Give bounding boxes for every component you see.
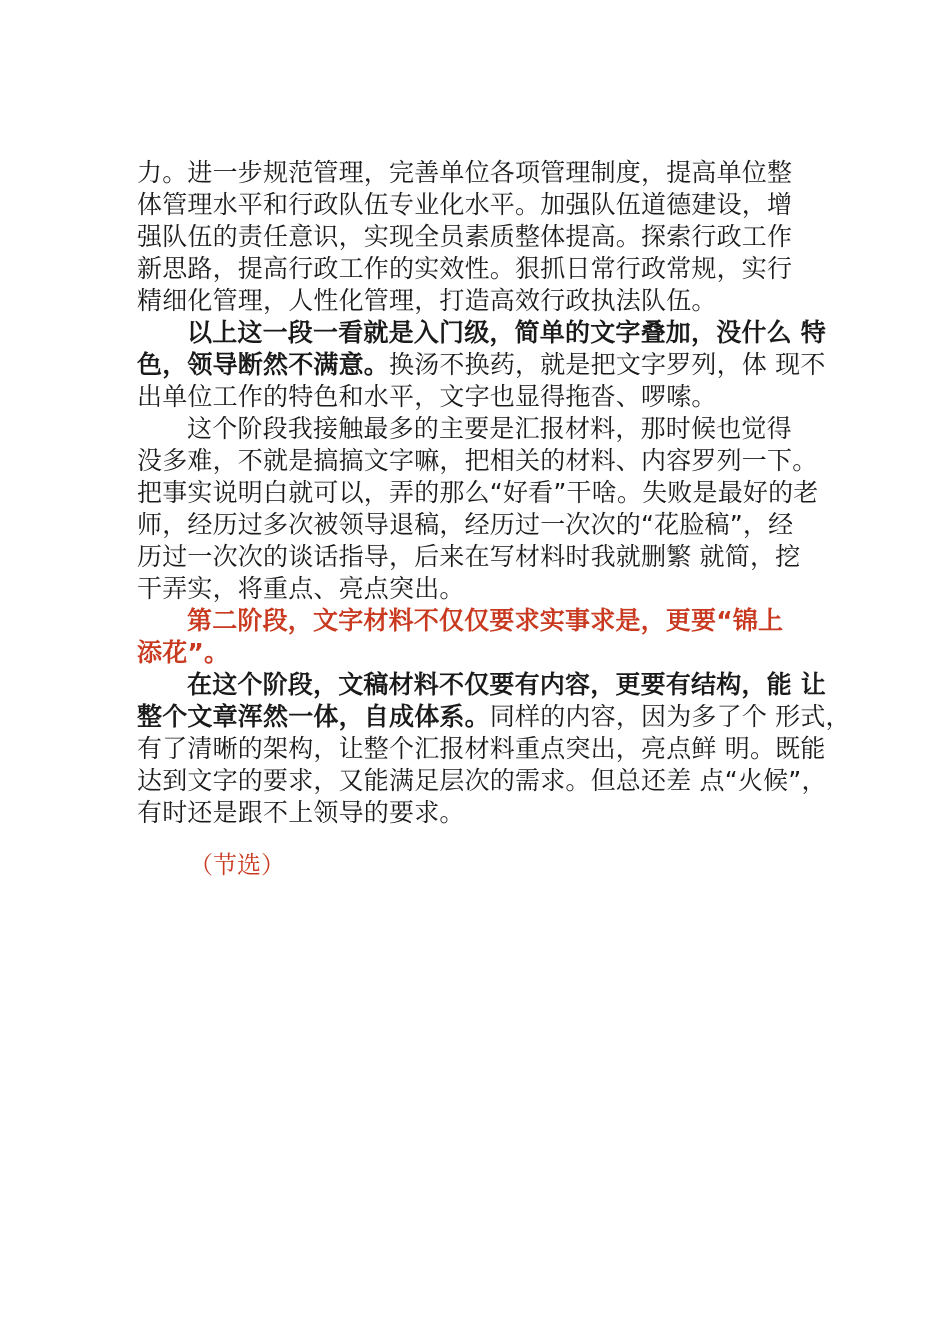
text-line: 干弄实，将重点、亮点突出。 [137, 574, 465, 603]
text-line: 有时还是跟不上领导的要求。 [137, 798, 465, 827]
paragraph-experience [137, 413, 827, 605]
text-line: 历过一次次的谈话指导，后来在写材料时我就删繁 就简，挖 [137, 542, 801, 571]
text-line: 力。进一步规范管理，完善单位各项管理制度，提高单位整 [137, 158, 793, 187]
paragraph-management [137, 157, 827, 317]
text-line: 强队伍的责任意识，实现全员素质整体提高。探索行政工作 [137, 222, 793, 251]
text-line: 达到文字的要求，又能满足层次的需求。但总还差 点“火候”， [137, 766, 827, 795]
text-line: 师，经历过多次被领导退稿，经历过一次次的“花脸稿”，经 [137, 510, 794, 539]
text-line [137, 701, 851, 733]
text-line: 没多难，不就是搞搞文字嘛，把相关的材料、内容罗列一下。 [137, 446, 818, 475]
text-line: 有了清晰的架构，让整个汇报材料重点突出，亮点鲜 明。既能 [137, 734, 826, 763]
heading-line: 第二阶段，文字材料不仅仅要求实事求是，更要“锦上 [187, 606, 784, 635]
paragraph-structure [137, 669, 851, 829]
text-line: 这个阶段我接触最多的主要是汇报材料，那时候也觉得 [187, 414, 792, 443]
excerpt-note: （节选） [189, 851, 285, 879]
text-line: 在这个阶段，文稿材料不仅要有内容，更要有结构，能 让 [187, 670, 826, 699]
text-line: 出单位工作的特色和水平，文字也显得拖沓、啰嗦。 [137, 382, 717, 411]
document-body [137, 157, 851, 881]
heading-line: 添花”。 [137, 638, 230, 667]
text-line: 以上这一段一看就是入门级，简单的文字叠加，没什么 特 [187, 318, 826, 347]
text-line: 新思路，提高行政工作的实效性。狠抓日常行政常规，实行 [137, 254, 793, 283]
text-line: 把事实说明白就可以，弄的那么“好看”干啥。失败是最好的老 [137, 478, 819, 507]
plain-text: 同样的内容，因为多了个 形式， [489, 702, 851, 731]
bold-text: 色，领导断然不满意。 [137, 350, 390, 379]
paragraph-comment [137, 317, 827, 413]
text-line: 精细化管理，人性化管理，打造高效行政执法队伍。 [137, 286, 717, 315]
section-heading [137, 605, 827, 669]
bold-text: 整个文章浑然一体，自成体系。 [137, 702, 490, 731]
plain-text: 换汤不换药，就是把文字罗列，体 现不 [389, 350, 826, 379]
text-line [137, 349, 827, 381]
text-line: 体管理水平和行政队伍专业化水平。加强队伍道德建设，增 [137, 190, 793, 219]
